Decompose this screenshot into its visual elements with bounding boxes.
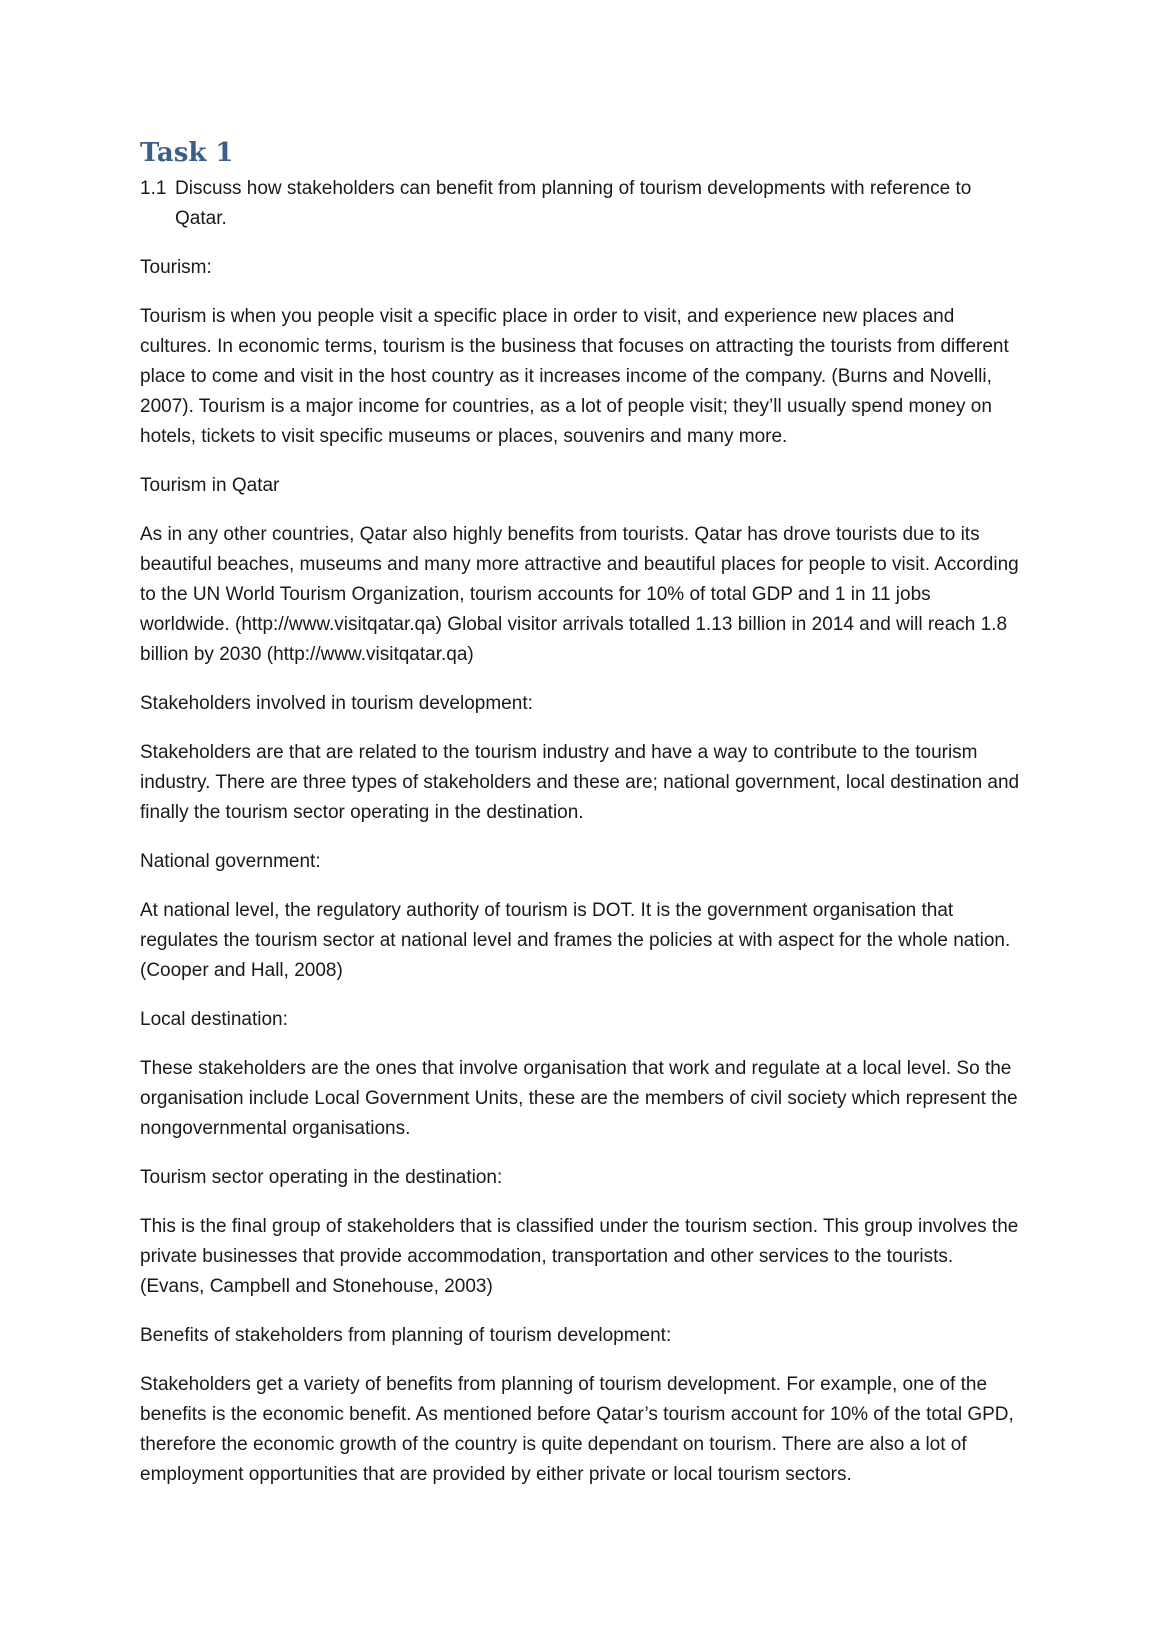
task-number: 1.1 xyxy=(140,178,167,199)
paragraph-tourism-sector: This is the final group of stakeholders that is classified under the tourism section. This group involves the private businesses that provide accommodation, transportation and other services to the tourists. (Evans, Campbell and Stonehouse, 2003) xyxy=(140,1216,1019,1297)
task-heading: Task 1 xyxy=(140,138,234,168)
document-body xyxy=(140,136,1020,1509)
paragraph-benefits: Stakeholders get a variety of benefits from planning of tourism development. For example, one of the benefits is the economic benefit. As mentioned before Qatar’s tourism account for 10% of the total GPD, therefore the economic growth of the country is quite dependant on tourism. There are also a lot of employment opportunities that are provided by either private or local tourism sectors. xyxy=(140,1374,1014,1485)
subheading-tourism-sector: Tourism sector operating in the destination: xyxy=(140,1167,503,1188)
subheading-tourism: Tourism: xyxy=(140,257,212,278)
paragraph-tourism-in-qatar: As in any other countries, Qatar also highly benefits from tourists. Qatar has drove tourists due to its beautiful beaches, museums and many more attractive and beautiful places for people to visit. According to the UN World Tourism Organization, tourism accounts for 10% of total GDP and 1 in 11 jobs worldwide. (http://www.visitqatar.qa) Global visitor arrivals totalled 1.13 billion in 2014 and will reach 1.8 billion by 2030 (http://www.visitqatar.qa) xyxy=(140,524,1019,665)
paragraph-stakeholders-involved: Stakeholders are that are related to the tourism industry and have a way to contribute to the tourism industry. There are three types of stakeholders and these are; national government, local destination and finally the tourism sector operating in the destination. xyxy=(140,742,1020,823)
paragraph-national-government: At national level, the regulatory authority of tourism is DOT. It is the government organisation that regulates the tourism sector at national level and frames the policies at with aspect for the whole nation. (Cooper and Hall, 2008) xyxy=(140,900,1011,981)
subheading-benefits: Benefits of stakeholders from planning of tourism development: xyxy=(140,1325,672,1346)
task-question xyxy=(140,174,1020,234)
subheading-national-government: National government: xyxy=(140,851,321,872)
paragraph-local-destination: These stakeholders are the ones that involve organisation that work and regulate at a local level. So the organisation include Local Government Units, these are the members of civil society which represent the nongovernmental organisations. xyxy=(140,1058,1018,1139)
subheading-tourism-in-qatar: Tourism in Qatar xyxy=(140,475,280,496)
task-question-text: Discuss how stakeholders can benefit from planning of tourism developments with reference to Qatar. xyxy=(175,178,972,229)
subheading-local-destination: Local destination: xyxy=(140,1009,288,1030)
paragraph-tourism-definition: Tourism is when you people visit a specific place in order to visit, and experience new places and cultures. In economic terms, tourism is the business that focuses on attracting the tourists from different place to come and visit in the host country as it increases income of the company. (Burns and Novelli, 2007). Tourism is a major income for countries, as a lot of people visit; they’ll usually spend money on hotels, tickets to visit specific museums or places, souvenirs and many more. xyxy=(140,306,1009,447)
subheading-stakeholders-involved: Stakeholders involved in tourism development: xyxy=(140,693,533,714)
